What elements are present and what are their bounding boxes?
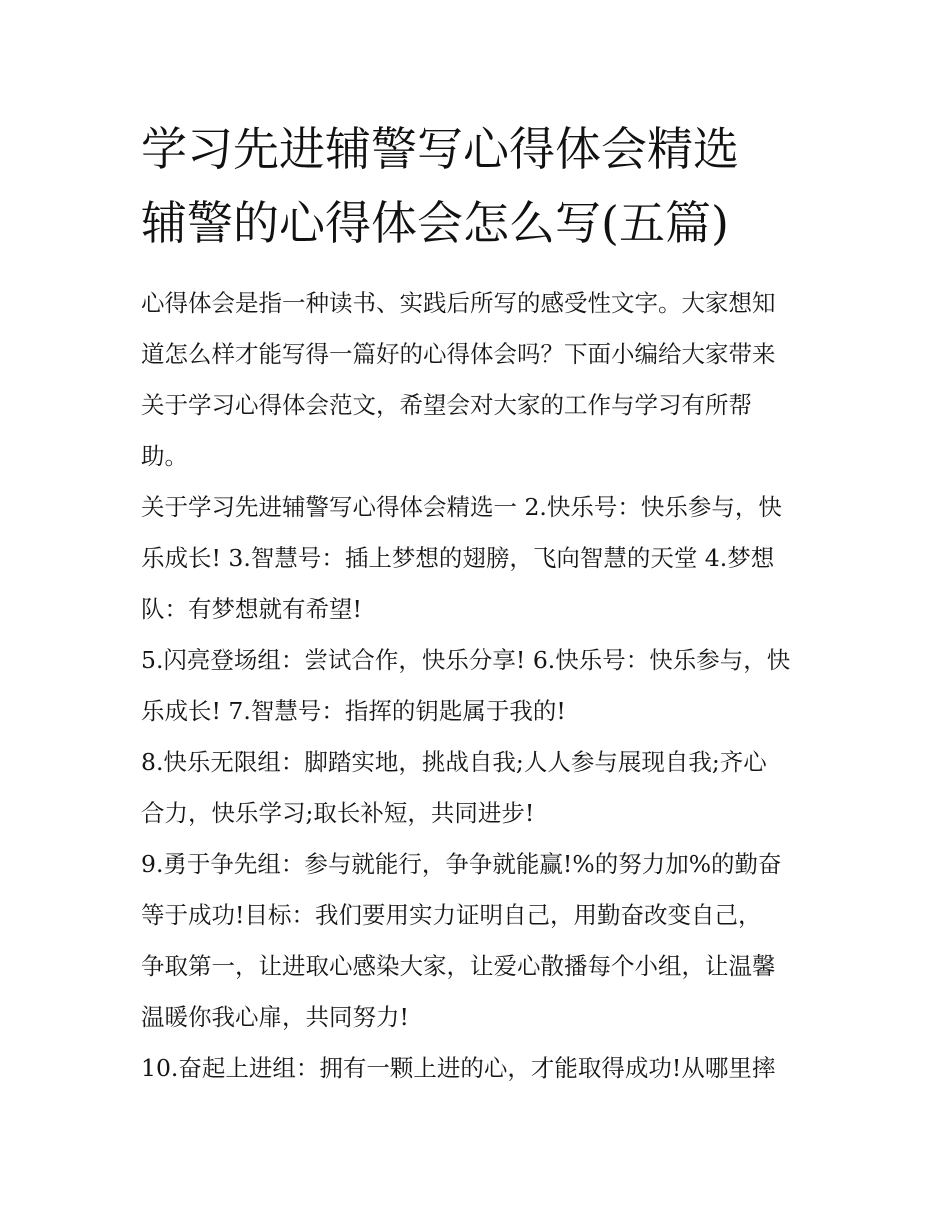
paragraph-item-10 xyxy=(141,1043,821,1094)
text-line: 争取第一，让进取心感染大家，让爱心散播每个小组，让温馨 xyxy=(141,952,776,980)
text-line: 队：有梦想就有希望! xyxy=(141,595,362,623)
paragraph-intro xyxy=(141,278,821,482)
title-line: 辅警的心得体会怎么写(五篇) xyxy=(141,196,729,250)
text-line: 关于学习先进辅警写心得体会精选一 2.快乐号：快乐参与，快 xyxy=(141,493,782,521)
document-title xyxy=(141,112,821,260)
text-line: 10.奋起上进组：拥有一颗上进的心，才能取得成功!从哪里摔 xyxy=(141,1054,776,1082)
text-line: 乐成长! 3.智慧号：插上梦想的翅膀，飞向智慧的天堂 4.梦想 xyxy=(141,544,775,572)
paragraph-item-5 xyxy=(141,635,821,737)
text-line: 关于学习心得体会范文，希望会对大家的工作与学习有所帮 xyxy=(141,391,752,419)
text-line: 助。 xyxy=(141,442,188,470)
title-line: 学习先进辅警写心得体会精选 xyxy=(141,122,739,176)
text-line: 合力，快乐学习;取长补短，共同进步! xyxy=(141,799,535,827)
text-line: 等于成功!目标：我们要用实力证明自己，用勤奋改变自己， xyxy=(141,901,762,929)
paragraph-item-9 xyxy=(141,839,821,1043)
document-body xyxy=(141,278,821,1094)
text-line: 乐成长! 7.智慧号：指挥的钥匙属于我的! xyxy=(141,697,566,725)
text-line: 温暖你我心扉，共同努力! xyxy=(141,1003,409,1031)
text-line: 心得体会是指一种读书、实践后所写的感受性文字。大家想知 xyxy=(141,289,776,317)
text-line: 道怎么样才能写得一篇好的心得体会吗？下面小编给大家带来 xyxy=(141,340,776,368)
text-line: 8.快乐无限组：脚踏实地，挑战自我;人人参与展现自我;齐心 xyxy=(141,748,767,776)
text-line: 9.勇于争先组：参与就能行，争争就能赢!%的努力加%的勤奋 xyxy=(141,850,782,878)
paragraph-section-one xyxy=(141,482,821,635)
paragraph-item-8 xyxy=(141,737,821,839)
text-line: 5.闪亮登场组：尝试合作，快乐分享! 6.快乐号：快乐参与，快 xyxy=(141,646,791,674)
